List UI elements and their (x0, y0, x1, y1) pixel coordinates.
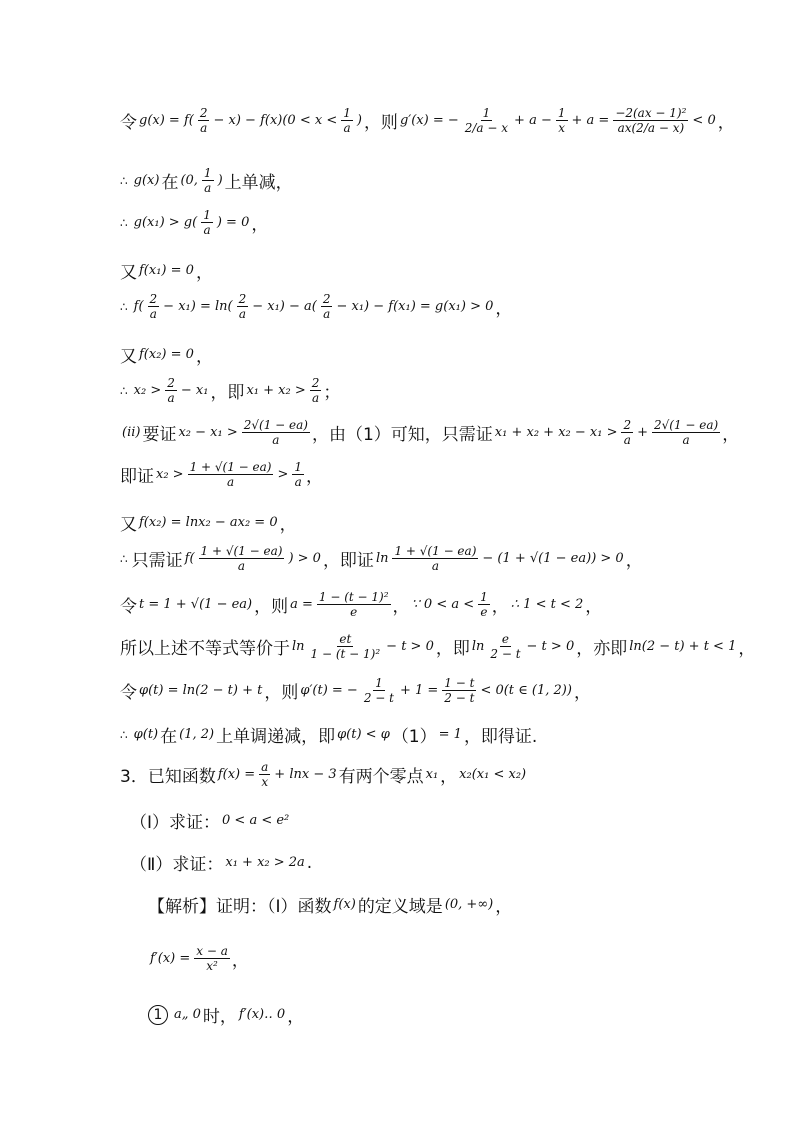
therefore-symbol: ∴ (120, 215, 128, 230)
therefore-symbol: ∴ (120, 551, 128, 566)
text: ，即得证. (463, 727, 538, 747)
math: ln (375, 551, 389, 566)
fraction (292, 460, 304, 489)
numerator: 1 (480, 590, 488, 604)
text: ； (323, 383, 341, 403)
text: ， (279, 515, 297, 535)
math: + (637, 425, 649, 440)
math: a„ 0 (174, 1007, 201, 1022)
math: ) (217, 173, 223, 188)
math: f(x₁) = 0 (139, 263, 194, 278)
denominator: a (238, 307, 246, 321)
problem-heading: 3．已知函数 (120, 767, 216, 787)
line-1 (120, 106, 735, 135)
math: < 0 (692, 113, 716, 128)
fraction (165, 376, 177, 405)
line-15 (120, 722, 537, 747)
line-18 (130, 850, 312, 875)
text: ，则 (264, 683, 299, 703)
therefore-symbol: ∴ (120, 299, 128, 314)
math: + a − (514, 113, 552, 128)
text: ， (440, 767, 458, 787)
line-13 (120, 632, 755, 661)
math: g(x₁) > g( (133, 215, 198, 230)
text: ， (251, 215, 269, 235)
math: f′(x)‥ 0 (238, 1007, 286, 1022)
line-20 (148, 944, 249, 973)
math: f′(x) = (150, 951, 191, 966)
numerator: 1 + √(1 − ea) (200, 544, 283, 558)
math: − x₁) = ln( (163, 299, 233, 314)
denominator: x² (206, 959, 218, 973)
numerator: 2 (311, 376, 320, 390)
text: 在 (160, 727, 178, 747)
text: ， (195, 347, 213, 367)
math: x₂ − x₁ > (178, 425, 238, 440)
fraction (442, 676, 476, 705)
text: ， (585, 597, 603, 617)
math: − x₁ (180, 383, 209, 398)
line-2 (120, 166, 293, 195)
text: ， (195, 263, 213, 283)
fraction (556, 106, 568, 135)
denominator: a (343, 121, 351, 135)
numerator: a (261, 760, 269, 774)
line-4 (120, 258, 213, 283)
text: ， (495, 897, 513, 917)
math: f(x₂) = lnx₂ − ax₂ = 0 (139, 515, 278, 530)
numerator: 1 (482, 106, 491, 120)
line-19 (148, 892, 512, 917)
numerator: 1 (343, 106, 351, 120)
math: > (277, 467, 289, 482)
numerator: 2 (322, 292, 331, 306)
denominator: e (350, 605, 358, 619)
denominator: a (294, 475, 302, 489)
line-5 (120, 292, 512, 321)
math: φ(t) = ln(2 − t) + t (139, 683, 263, 698)
denominator: a (200, 121, 208, 135)
math: t = 1 + √(1 − ea) (139, 597, 253, 612)
line-16 (120, 760, 528, 789)
math: (0, (180, 173, 198, 188)
text: 只需证 (131, 551, 183, 571)
fraction (242, 418, 310, 447)
math: − x₁) − a( (252, 299, 317, 314)
line-7 (120, 376, 340, 405)
line-17 (130, 808, 291, 833)
math: = 1 (438, 727, 462, 742)
numerator: 1 (203, 208, 211, 222)
text: （Ⅱ）求证： (130, 855, 224, 875)
numerator: 2 (199, 106, 208, 120)
denominator: a (167, 391, 175, 405)
line-9 (120, 460, 323, 489)
text: 即证 (120, 467, 154, 487)
text: ， (491, 597, 509, 617)
line-12 (120, 590, 602, 619)
fraction (362, 676, 396, 705)
fraction (237, 292, 249, 321)
numerator: e (501, 632, 510, 646)
math: g(x) = f( (139, 113, 194, 128)
fraction (194, 944, 230, 973)
fraction (478, 590, 490, 619)
numerator: 1 (294, 460, 303, 474)
math: φ(t) < φ (337, 727, 390, 742)
text: 令 (120, 113, 137, 133)
math: ln (471, 639, 485, 654)
math: a = (290, 597, 313, 612)
math: f(x₂) = 0 (139, 347, 194, 362)
math: g′(x) = − (399, 113, 459, 128)
denominator: a (204, 181, 212, 195)
text: 的定义域是 (357, 897, 443, 917)
line-14 (120, 676, 591, 705)
denominator: a (623, 433, 631, 447)
denominator: x (261, 775, 269, 789)
math: x₁ + x₂ > 2a (225, 855, 305, 870)
text: . (306, 852, 313, 873)
line-11 (120, 544, 643, 573)
text: ，则 (363, 113, 398, 133)
math: x₁ + x₂ + x₂ − x₁ > (494, 425, 618, 440)
line-6 (120, 342, 213, 367)
text: 所以上述不等式等价于 (120, 639, 290, 659)
text: ， (573, 683, 591, 703)
text: ，即证 (322, 551, 374, 571)
math: ∵ 0 < a < (411, 597, 475, 612)
fraction (148, 292, 160, 321)
text: 上单调递减，即 (216, 727, 336, 747)
fraction (259, 760, 270, 789)
denominator: e (480, 605, 488, 619)
math: − t > 0 (526, 639, 575, 654)
fraction (652, 418, 720, 447)
math: 0 < a < e² (222, 813, 290, 828)
fraction (341, 106, 353, 135)
text: ，亦即 (576, 639, 628, 659)
text: ， (717, 113, 735, 133)
math: φ(t) (133, 727, 159, 742)
text: ，即 (435, 639, 470, 659)
denominator: a (237, 559, 246, 573)
math: (0, +∞) (444, 897, 494, 912)
therefore-symbol: ∴ (120, 727, 128, 742)
math: ) > 0 (288, 551, 321, 566)
denominator: 2 − t (363, 691, 394, 705)
math: ) = 0 (216, 215, 250, 230)
math: (1, 2) (179, 727, 215, 742)
math: x₁ + x₂ > (246, 383, 306, 398)
denominator: a (682, 433, 690, 447)
text: ，即 (210, 383, 245, 403)
fraction (488, 632, 522, 661)
text: ， (495, 299, 513, 319)
denominator: 2 − t (444, 691, 475, 705)
line-8 (120, 418, 739, 447)
fraction (198, 106, 210, 135)
math: + lnx − 3 (274, 767, 337, 782)
fraction (613, 106, 688, 135)
numerator: −2(ax − 1)² (615, 106, 687, 120)
fraction (202, 166, 214, 195)
fraction (317, 590, 391, 619)
math: f( (184, 551, 195, 566)
text: 令 (120, 597, 137, 617)
text: ， (306, 467, 324, 487)
denominator: a (272, 433, 280, 447)
numerator: 1 − (t − 1)² (318, 590, 389, 604)
numerator: 2√(1 − ea) (243, 418, 308, 432)
text: 又 (120, 347, 137, 367)
math: ) (356, 113, 362, 128)
text: 又 (120, 515, 137, 535)
fraction (321, 292, 333, 321)
math: ∴ 1 < t < 2 (510, 597, 584, 612)
numerator: 2 (167, 376, 175, 390)
math: − x₁) − f(x₁) = g(x₁) > 0 (336, 299, 494, 314)
numerator: 2√(1 − ea) (654, 418, 719, 432)
math: x₂(x₁ < x₂) (459, 767, 527, 782)
text: 上单减， (224, 173, 293, 193)
math: x₂ > (133, 383, 162, 398)
math: (ii) (122, 425, 141, 440)
circled-number-icon: 1 (148, 1005, 168, 1025)
numerator: 1 (203, 166, 212, 180)
fraction (392, 544, 478, 573)
math: φ′(t) = − (300, 683, 358, 698)
text: 【解析】证明：（Ⅰ）函数 (148, 897, 332, 917)
denominator: a (226, 475, 235, 489)
text: 时， (202, 1007, 237, 1027)
numerator: 1 (557, 106, 566, 120)
text: 在 (161, 173, 179, 193)
text: ， (625, 551, 643, 571)
numerator: x − a (196, 944, 228, 958)
denominator: ax(2/a − x) (617, 121, 685, 135)
numerator: 1 + √(1 − ea) (189, 460, 272, 474)
text: ， (738, 639, 756, 659)
denominator: a (311, 391, 320, 405)
math: < 0(t ∈ (1, 2)) (480, 683, 572, 698)
math: x₂ > (156, 467, 184, 482)
math: ln(2 − t) + t < 1 (629, 639, 737, 654)
numerator: et (339, 632, 352, 646)
text: ， (231, 951, 249, 971)
numerator: 2 (149, 292, 158, 306)
text: （Ⅰ）求证： (130, 813, 221, 833)
fraction (201, 208, 213, 237)
denominator: x (558, 121, 566, 135)
denominator: a (203, 223, 211, 237)
text: 要证 (142, 425, 177, 445)
fraction (463, 106, 510, 135)
denominator: a (431, 559, 439, 573)
numerator: 2 (623, 418, 632, 432)
line-3 (120, 208, 268, 237)
text: 又 (120, 263, 137, 283)
denominator: 2 − t (490, 647, 521, 661)
fraction (309, 632, 383, 661)
math: f( (133, 299, 144, 314)
denominator: 2/a − x (464, 121, 509, 135)
fraction (621, 418, 633, 447)
denominator: a (323, 307, 331, 321)
denominator: 1 − (t − 1)² (310, 647, 381, 661)
math: g(x) (133, 173, 160, 188)
text: 有两个零点 (338, 767, 424, 787)
numerator: 2 (238, 292, 247, 306)
math: f(x) = (217, 767, 256, 782)
math: f(x) (333, 897, 356, 912)
numerator: 1 − t (444, 676, 475, 690)
math: + a = (571, 113, 610, 128)
math: ln (292, 639, 305, 654)
therefore-symbol: ∴ (120, 383, 128, 398)
fraction (199, 544, 285, 573)
text: （1） (391, 727, 437, 747)
text: ， (287, 1007, 305, 1027)
math: − (1 + √(1 − ea)) > 0 (482, 551, 624, 566)
denominator: a (149, 307, 157, 321)
numerator: 1 + √(1 − ea) (394, 544, 477, 558)
text: ， (722, 425, 740, 445)
text: ，由（1）可知，只需证 (311, 425, 493, 445)
fraction (310, 376, 322, 405)
text: 令 (120, 683, 137, 703)
numerator: 1 (375, 676, 383, 690)
math: + 1 = (399, 683, 439, 698)
math: − t > 0 (386, 639, 434, 654)
therefore-symbol: ∴ (120, 173, 128, 188)
line-21 (148, 1002, 304, 1027)
text: ， (392, 597, 410, 617)
text: ，则 (254, 597, 289, 617)
math: − x) − f(x)(0 < x < (213, 113, 338, 128)
math: x₁ (425, 767, 439, 782)
fraction (188, 460, 274, 489)
line-10 (120, 510, 297, 535)
